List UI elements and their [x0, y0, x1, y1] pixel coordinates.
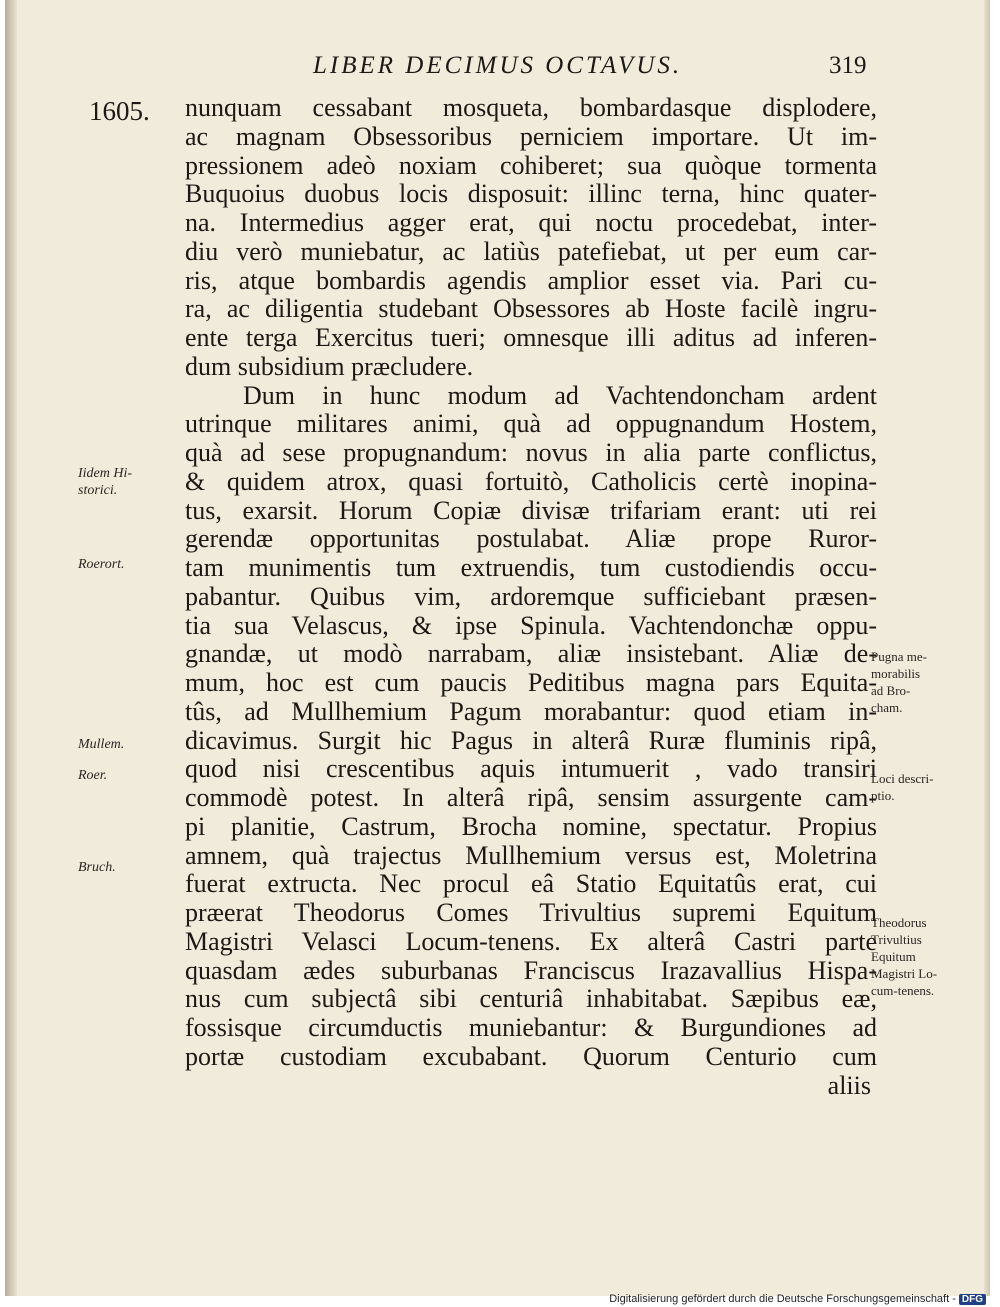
body-text	[185, 94, 877, 1100]
note-line: Iidem Hi-	[78, 466, 133, 481]
margin-note-roer	[78, 767, 107, 784]
note-line: Loci descri-	[871, 771, 934, 786]
margin-note-pugna-memorabilis	[871, 648, 927, 716]
margin-note-loci-descriptio	[871, 770, 933, 804]
text-line: quasdam ædes suburbanas Franciscus Irazavallius Hispa-	[185, 955, 877, 985]
text-line: portæ custodiam excubabant. Quorum Centurio cum	[185, 1041, 877, 1071]
text-line: dum subsidium præcludere.	[185, 351, 474, 381]
dfg-logo-icon: DFG	[959, 1294, 986, 1305]
note-line: cham.	[871, 700, 903, 715]
note-line: morabilis	[871, 666, 921, 681]
text-line: gerendæ opportunitas postulabat. Aliæ prope Ruror-	[185, 524, 877, 554]
text-line: nunquam cessabant mosqueta, bombardasque displodere,	[185, 93, 877, 122]
text-line: Buquoius duobus locis disposuit: illinc terna, hinc quater-	[185, 179, 877, 209]
text-line: Dum in hunc modum ad Vachtendoncham ardent	[243, 380, 877, 410]
text-line: ris, atque bombardis agendis amplior esset via. Pari cu-	[185, 265, 877, 295]
text-line: ac magnam Obsessoribus perniciem importare. Ut im-	[185, 121, 877, 151]
text-line: pi planitie, Castrum, Brocha nomine, spectatur. Propius	[185, 811, 877, 841]
text-line: fuerat extructa. Nec procul eâ Statio Equitatûs erat, cui	[185, 869, 877, 899]
note-line: Roer.	[78, 768, 108, 783]
note-line: storici.	[78, 483, 118, 498]
text-line: dicavimus. Surgit hic Pagus in alterâ Ruræ fluminis ripâ,	[185, 725, 877, 755]
running-head: LIBER DECIMUS OCTAVUS.	[313, 52, 683, 79]
text-line: pressionem adeò noxiam cohiberet; sua quòque tormenta	[185, 150, 877, 180]
text-line: præerat Theodorus Comes Trivultius supremi Equitum	[185, 898, 877, 927]
text-line: quod nisi crescentibus aquis intumuerit , vado transiri	[185, 754, 877, 784]
credit-text: Digitalisierung gefördert durch die Deutsche Forschungsgemeinschaft -	[609, 1293, 956, 1305]
text-line: gnandæ, ut modò narrabam, aliæ insistebant. Aliæ de-	[185, 639, 877, 669]
text-line: ente terga Exercitus tueri; omnesque illi aditus ad inferen-	[185, 323, 877, 352]
text-line: fossisque circumductis muniebantur: & Burgundiones ad	[185, 1013, 877, 1042]
note-line: cum-tenens.	[871, 983, 935, 998]
text-line: tam munimentis tum extruendis, tum custodiendis occu-	[185, 553, 877, 582]
text-line: tûs, ad Mullhemium Pagum morabantur: quod etiam in-	[185, 696, 877, 726]
catchword: aliis	[827, 1070, 871, 1100]
note-line: Mullem.	[78, 737, 125, 752]
note-line: Theodorus	[871, 915, 927, 930]
digitization-credit	[609, 1293, 986, 1305]
text-line: ra, ac diligentia studebant Obsessores ab Hoste facilè ingru-	[185, 294, 877, 324]
text-line: pabantur. Quibus vim, ardoremque sufficiebant præsen-	[185, 581, 877, 611]
page-gutter-shadow	[5, 0, 17, 1300]
margin-note-roerort	[78, 556, 125, 573]
text-line: amnem, quà trajectus Mullhemium versus est, Moletrina	[185, 840, 877, 870]
text-line: tus, exarsit. Horum Copiæ divisæ trifariam erant: uti rei	[185, 495, 877, 525]
text-line: quà ad sese propugnandum: novus in alia parte conflictus,	[185, 438, 877, 467]
note-line: Magistri Lo-	[871, 966, 938, 981]
margin-note-theodorus	[871, 914, 937, 999]
note-line: Trivultius	[871, 932, 922, 947]
margin-note-iidem-historici	[78, 465, 132, 499]
note-line: ad Bro-	[871, 683, 911, 698]
text-line: Magistri Velasci Locum-tenens. Ex alterâ Castri parte	[185, 926, 877, 956]
book-page	[5, 0, 990, 1300]
text-line: nus cum subjectâ sibi centuriâ inhabitabat. Sæpibus eæ,	[185, 984, 877, 1014]
margin-note-mullem	[78, 736, 124, 753]
note-line: ptio.	[871, 788, 895, 803]
text-line: na. Intermedius agger erat, qui noctu procedebat, inter-	[185, 208, 877, 237]
note-line: Pugna me-	[871, 649, 927, 664]
text-line: & quidem atrox, quasi fortuitò, Catholicis certè inopina-	[185, 466, 877, 496]
note-line: Bruch.	[78, 860, 116, 875]
page-edge	[984, 0, 990, 1300]
page-number: 319	[829, 52, 867, 79]
note-line: Roerort.	[78, 557, 125, 572]
text-line: tia sua Velascus, & ipse Spinula. Vachtendonchæ oppu-	[185, 610, 877, 640]
text-line: utrinque militares animi, quà ad oppugnandum Hostem,	[185, 409, 877, 439]
note-line: Equitum	[871, 949, 916, 964]
text-line: diu verò muniebatur, ac latiùs patefiebat, ut per eum car-	[185, 236, 877, 266]
margin-year: 1605.	[89, 96, 150, 126]
text-line: commodè potest. In alterâ ripâ, sensim assurgente cam-	[185, 783, 877, 812]
margin-note-bruch	[78, 859, 116, 876]
text-line: mum, hoc est cum paucis Peditibus magna pars Equita-	[185, 668, 877, 697]
